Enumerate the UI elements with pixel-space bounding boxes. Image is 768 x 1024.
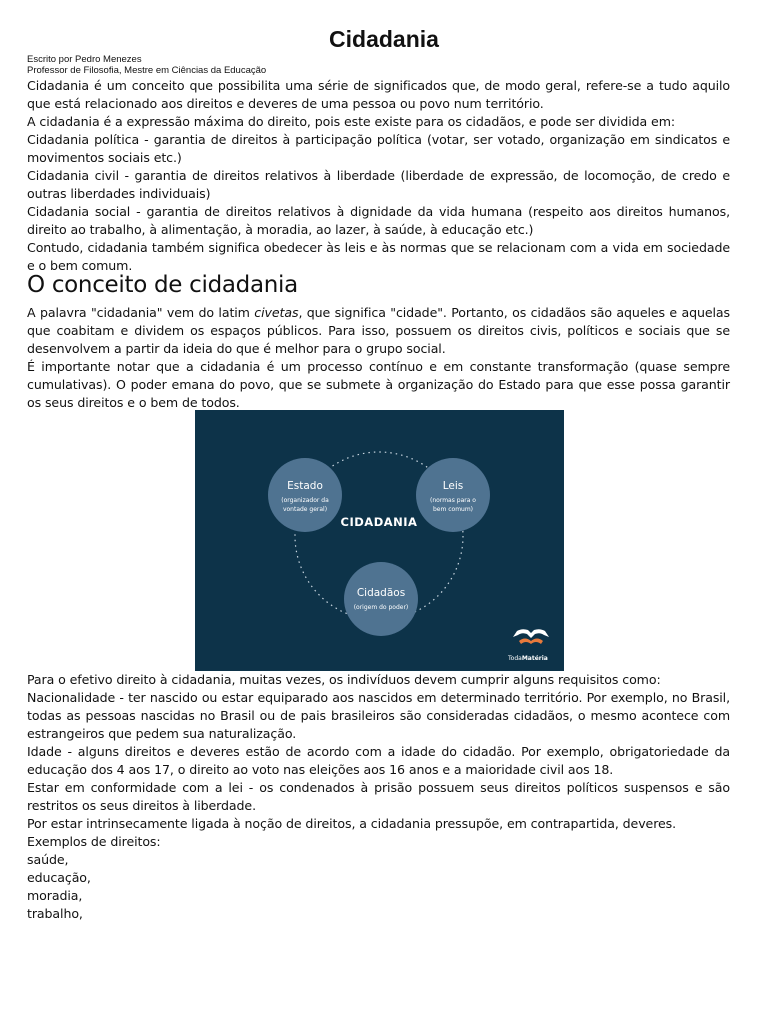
paragraph: Nacionalidade - ter nascido ou estar equiparado aos nascidos em determinado território. Por exemplo, no Brasil, todas as pessoas nascidas no Brasil ou de pais brasileiros são consideradas cidadãos, o mesmo acontece com estrangeiros que pedem sua naturalização. [27,690,730,741]
node-circle [416,458,490,532]
paragraph: Por estar intrinsecamente ligada à noção de direitos, a cidadania pressupõe, em contrapartida, deveres. [27,816,677,831]
author-role: Professor de Filosofia, Mestre em Ciências da Educação [27,65,267,76]
paragraph-part: , que significa "cidade". Portanto, os cidadãos são aqueles e aquelas que coabitam e dividem os espaços públicos. Para isso, possuem os direitos civis, políticos e sociais que se desenvolvem a partir da ideia do que é melhor para o grupo social. [27,305,730,356]
list-item: educação, [27,870,91,885]
node-estado [268,458,342,532]
paragraph: É importante notar que a cidadania é um processo contínuo e em constante transformação (quase sempre cumulativas). O poder emana do povo, que se submete à organização do Estado para que esse possa garantir os seus direitos e o bem de todos. [27,359,730,410]
node-circle [268,458,342,532]
list-item: saúde, [27,852,69,867]
node-leis [416,458,490,532]
logo-text: TodaMatéria [508,655,548,662]
node-circle [344,562,418,636]
node-subtitle: vontade geral) [282,506,328,513]
node-title: Cidadãos [356,587,406,599]
section-text [27,304,730,412]
paragraph: Cidadania civil - garantia de direitos relativos à liberdade (liberdade de expressão, de locomoção, de credo e outras liberdades individuais) [27,168,730,201]
node-subtitle: (organizador da [281,497,329,504]
node-subtitle: bem comum) [432,506,474,513]
list-item: moradia, [27,888,83,903]
paragraph: Cidadania política - garantia de direitos à participação política (votar, ser votado, organização em sindicatos e movimentos sociais etc.) [27,132,730,165]
center-label: CIDADANIA [340,515,418,529]
paragraph: A cidadania é a expressão máxima do direito, pois este existe para os cidadãos, e pode ser dividida em: [27,114,676,129]
node-cidadaos [344,562,418,636]
latin-term: civetas [254,305,299,320]
requirements-text [27,671,730,923]
author-line: Escrito por Pedro Menezes [27,54,142,65]
paragraph: Idade - alguns direitos e deveres estão de acordo com a idade do cidadão. Por exemplo, obrigatoriedade da educação dos 4 aos 17, o direito ao voto nas eleições aos 16 anos e a maioridade civil aos 18. [27,744,730,777]
node-title: Estado [287,480,323,492]
node-subtitle: (normas para o [430,497,476,504]
paragraph [27,304,730,358]
paragraph-part: A palavra "cidadania" vem do latim [27,305,255,320]
list-item: trabalho, [27,906,83,921]
section-heading: O conceito de cidadania [27,272,298,298]
paragraph: Estar em conformidade com a lei - os condenados à prisão possuem seus direitos políticos suspensos e são restritos os seus direitos à liberdade. [27,780,730,813]
cidadania-diagram [195,410,564,671]
list-heading: Exemplos de direitos: [27,834,161,849]
paragraph: Para o efetivo direito à cidadania, muitas vezes, os indivíduos devem cumprir alguns requisitos como: [27,672,661,687]
paragraph: Cidadania é um conceito que possibilita uma série de significados que, de modo geral, refere-se a tudo aquilo que está relacionado aos direitos e deveres de uma pessoa ou povo num território. [27,78,730,111]
page-title: Cidadania [329,26,439,52]
diagram-svg [195,410,564,671]
paragraph: Cidadania social - garantia de direitos relativos à dignidade da vida humana (respeito aos direitos humanos, direito ao trabalho, à alimentação, à moradia, ao lazer, à saúde, à educação etc.) [27,204,730,237]
node-title: Leis [442,480,464,492]
intro-text [27,77,730,275]
node-subtitle: (origem do poder) [353,604,409,611]
paragraph: Contudo, cidadania também significa obedecer às leis e às normas que se relacionam com a vida em sociedade e o bem comum. [27,240,730,273]
author-block [27,54,266,76]
